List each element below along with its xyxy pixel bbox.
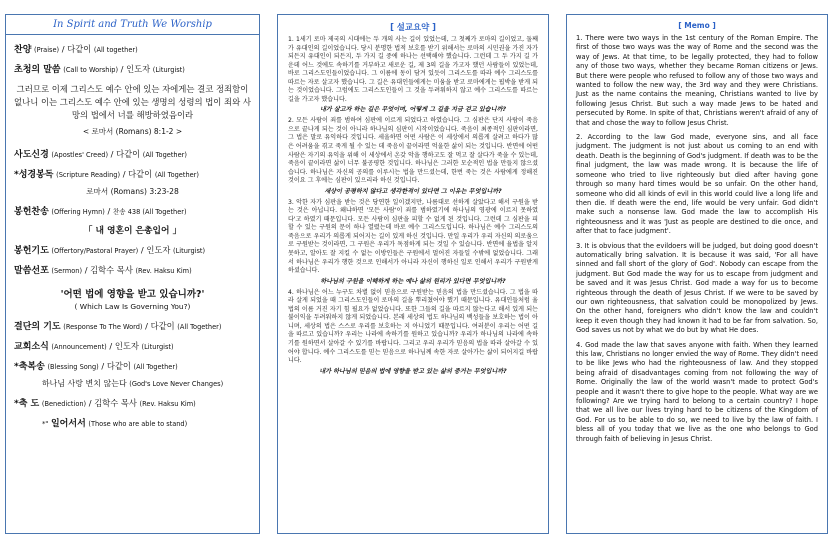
item-leader: 다같이	[150, 321, 175, 331]
blessing-song-title	[14, 378, 251, 389]
hymn-title: 「 내 영혼이 은총입어 」	[83, 226, 182, 236]
item-label: 봉헌찬송	[14, 207, 49, 217]
item-label-en: (Response To The Word)	[63, 323, 143, 331]
separator: /	[110, 149, 114, 159]
summary-paragraph-4: 4. 하나님은 어느 누구도 차별 없이 믿음으로 구원받는 믿음의 법을 만드셨습니다. 그 법을 따라 살게 되었을 때 그리스도인들이 로마의 길을 뿌리쳤어야 했기 때문입니다. 유대인들처럼 율법의 이름 거진 자기 힘 필요가 없었습니다. 또한 그들의 길을 따르지 않는다고 해서 있게 되는 불이익을 두려워하지 않게 되었습니다. 본래 세상의 법도 하나님의 백성들을 보호하는 법이 아니며, 세상의 법은 스스로 우리를 보호하는 지 아니었기 때문입니다. 여러분이 우리는 어떤 길을 따르고 있습니까? 우리는 나라에 속하기를 원하고 있습니까? 우리가 하나님의 나라에 속하기를 원하면서 살아갈 수 있기를 바랍니다. 그리고 우리 우리가 믿음의 법을 따라 살아갈 수 있어야 합니다. 예수 그리스도를 믿는 믿음으로 하나님께 속한 자로 살아가는 삶이 되어지길 바랍니다.	[288, 288, 538, 365]
memo-panel	[566, 14, 828, 534]
item-leader-en: (All Together)	[142, 151, 187, 159]
item-label-en: (Praise)	[34, 46, 60, 54]
item-label-en: (Apostles' Creed)	[51, 151, 109, 159]
item-leader: 다같이	[67, 44, 92, 54]
blessing-song-title-ko: 하나님 사랑 변치 않는다	[41, 379, 127, 388]
memo-paragraph-4: 4. God made the law that saves anyone with faith. When they learned this law, Christians no longer envied the way of Rome. They didn't need to be like Jews who had the righteousness of law. And they stopped being afraid of disadvantages coming from not following the way of Rome. Originally the law of the world wasn't made to protect God's people and it wasn't there to give hope to the people. What way are we following? Are we trying hard to belong to a certain country? I hope that we all live our lives trying hard to be citizens of the Kingdom of God. For us to be able to do so, we need to live by the law of faith. I bless all of you today that we live as the one who belongs to God through faith of believing in Jesus Christ.	[576, 340, 818, 443]
separator: /	[61, 44, 65, 54]
scripture-reading-ref: 로마서 (Romans) 3:23-28	[86, 187, 179, 196]
item-leader-en: (All together)	[93, 46, 138, 54]
separator: /	[107, 206, 111, 216]
summary-paragraph-2: 2. 모든 사람이 죄를 범하여 심판에 이르게 되었다고 하였습니다. 그 심판은 단지 사람이 죽음으로 끝나게 되는 것이 아니라 하나님의 심판이 시작이었습니다. 죽음이 최종적인 심판이라면, 그 법은 말로 유익하다 것입니다. 세울하면 어떤 사람은 이 세상에서 의롭게 살려고 하다가 많은 어려움을 겪고 죽게 될 수 있는 데 죽음이 끝이라면 억울한 삶이 되는 것입니다. 반면에 어떤 사람은 자기의 유익을 위해 이 세상에서 온갖 악을 행하고도 잘 먹고 잘 살다가 죽을 수 있는데, 죽음이 끝이라면 삶이 너무 불공평한 것입니다. 하나님은 그러한 모순적인 법을 만들지 않으셨습니다. 하나님은 자신의 공의를 이루시는 법을 만드셨는데, 한번 죽는 것은 사람에게 정해진 것이요 그 후에는 심판이 있으리라 하신 것입니다.	[288, 117, 538, 185]
item-label: *성경봉독	[14, 170, 54, 180]
separator: /	[101, 361, 105, 371]
item-leader: 다같이	[128, 169, 153, 179]
item-response	[14, 319, 251, 332]
stand-note	[42, 416, 251, 429]
separator: /	[109, 341, 113, 351]
item-label: *축복송	[14, 362, 45, 372]
call-scripture-text: 그러므로 이제 그리스도 예수 안에 있는 자에게는 결코 정죄함이 없나니 이는 그리스도 예수 안에 있는 생명의 성령의 법이 죄와 사망의 법에서 너를 해방하였음이라	[14, 84, 251, 120]
item-leader: 다같이	[106, 361, 131, 371]
memo-heading: [ Memo ]	[678, 21, 716, 30]
separator: /	[122, 169, 126, 179]
item-benediction	[14, 396, 251, 409]
item-label-en: (Sermon)	[51, 267, 83, 275]
summary-question-4: 내가 하나님의 믿음의 법에 영향을 받고 있는 삶의 증거는 무엇입니까?	[319, 367, 507, 375]
item-call-to-worship	[14, 62, 251, 75]
item-label: 찬양	[14, 45, 32, 55]
item-sermon	[14, 263, 251, 276]
item-leader-en: (All Together)	[154, 171, 199, 179]
item-blessing-song	[14, 359, 251, 372]
stand-label-en: (Those who are able to stand)	[88, 420, 188, 428]
item-leader-en: (Liturgist)	[173, 247, 206, 255]
item-leader: 인도자	[126, 64, 151, 74]
sermon-title: '어떤 법에 영향을 받고 있습니까?'	[60, 289, 205, 300]
memo-paragraph-2: 2. According to the law God made, everyone sins, and all face judgment. The judgment is not just about us coming to an end with death. Death is the beginning of God's judgment. If death was to be the final judgment, the law was made wrong. It is because the life of someone who tried to live righteously but died after having gone through so many hard times would be so unfair. On the other hand, someone who did all kinds of evil in this world could live a long life and then die. If death were the end, life would be very unfair. God didn't make such a nonsense law. God made the law to accomplish His righteousness and it was 'Just as people are destined to die once, and after that to face judgment'.	[576, 133, 818, 236]
item-scripture-reading	[14, 167, 251, 180]
item-praise	[14, 42, 251, 55]
item-creed	[14, 147, 251, 160]
item-label: 봉헌기도	[14, 246, 49, 256]
item-label-en: (Blessing Song)	[47, 363, 99, 371]
item-leader: 찬송 438 (All Together)	[112, 208, 187, 216]
separator: /	[120, 64, 124, 74]
item-label: 교회소식	[14, 342, 49, 352]
summary-paragraph-1: 1. 1세기 로마 제국의 시대에는 두 개의 사는 길이 있었는데, 그 첫째가 로마의 길이었고, 둘째가 유대인의 길이었습니다. 당시 분명한 법적 보호를 받기 위해서는 로마의 시민권을 가진 자가 되든지 유대인이 되든지, 두 가지 길 중에 하나는 선택해야 했습니다. 그런데 그 두 가지 길 가운데 어느 것에도 속하기를 거부하고 새로운 길, 제 3의 길을 가고자 했던 사람들이 있었는데, 바로 그리스도인들이었습니다. 그 이름에 동이 담겨 있듯이 그리스도를 따라 예수 그리스도를 따르는 자로 살고자 했습니다. 그 길은 유대인들에게는 미움을 받고 로마에게는 핍박을 받게 되는 것이었습니다. 그럼에도 그리스도인들이 그 것을 두려워하지 않고 예수 그리스도를 따르는 길을 가고자 했습니다.	[288, 36, 538, 103]
summary-paragraph-3: 3. 악한 자가 심판을 받는 것은 당연한 일이겠지만, 나름대로 선하게 살았다고 해서 구원을 받는 것은 아닙니다. 왜냐하면 '모든 사람'이 죄를 범하였기에 하나님의 영광에 이르지 못하였다'고 하였기 때문입니다. 모든 사람이 심판을 피할 수 없게 된 것입니다. 그런데 그 심판을 피할 수 있는 구원의 문이 하나 열렸는데 바로 예수 그리스도입니다. 하나님은 예수 그리스도의 죽음으로 우리가 의롭게 되어지는 길이 있게 하신 것입니다. 만일 우리가 우리 자신의 의로움으로 구원받는 것이라면, 그 구원은 우리가 독점하게 되는 것일 수 있습니다. 반면에 율법을 알지 못하고, 알아도 잘 지킬 수 없는 이방인들은 구원에서 멀어진 자들일 수밖에 없었습니다. 그래서 하나님은 우리가 행한 것으로 인해서가 아니라 자신이 행하신 일로 인해서 우리가 구원받게 하셨습니다.	[288, 198, 538, 275]
item-leader-en: (All Together)	[177, 323, 222, 331]
item-leader: 다같이	[116, 149, 141, 159]
item-label-en: (Offertory/Pastoral Prayer)	[51, 247, 139, 255]
separator: /	[140, 245, 144, 255]
bulletin-title: In Spirit and Truth We Worship	[6, 19, 259, 35]
stand-mark: *"	[42, 420, 49, 428]
item-label: 사도신경	[14, 150, 49, 160]
blessing-song-title-en: (God's Love Never Changes)	[129, 380, 224, 388]
item-label-en: (Benediction)	[41, 400, 87, 408]
memo-paragraph-3: 3. It is obvious that the evildoers will be judged, but doing good doesn't automatically bring salvation. It is because it was said, 'For all have sinned and fall short of the glory of God'. Nobody can escape from the judgment. But God made the way for us to escape from judgment and be saved and it was Jesus Christ. God made a way for us to become righteous through the death of Jesus Christ. If we were to be saved by our own righteousness, that salvation could be monopolized by Jews. On the other hand, foreigners who didn't know the law and couldn't keep it even though they had known it had to be far from salvation. So, God saves us not by what we do but by what He does.	[576, 241, 818, 335]
separator: /	[84, 265, 88, 275]
item-label: *축 도	[14, 399, 40, 409]
item-offertory-prayer	[14, 243, 251, 256]
item-offering-hymn	[14, 204, 251, 217]
item-leader: 김학수 목사	[94, 398, 137, 408]
sermon-subtitle: ( Which Law Is Governing You?)	[74, 302, 191, 311]
item-leader-en: (Liturgist)	[152, 66, 185, 74]
summary-question-3: 하나님의 구원을 이해하게 하는 예나 삶의 원리가 있다면 무엇입니까?	[320, 277, 506, 285]
summary-question-1: 내가 살고자 하는 길은 무엇이며, 어떻게 그 길을 지금 걷고 있습니까?	[319, 106, 506, 114]
separator: /	[88, 398, 92, 408]
item-label-en: (Call to Worship)	[63, 66, 119, 74]
call-scripture-ref: < 로마서 (Romans) 8:1-2 >	[82, 127, 183, 136]
item-leader-en: (Rev. Haksu Kim)	[139, 400, 196, 408]
summary-question-2: 새상이 공평하지 않다고 생각한적이 있다면 그 이유는 무엇입니까?	[324, 187, 502, 195]
item-label-en: (Offering Hymn)	[51, 208, 105, 216]
item-leader-en: (Liturgist)	[141, 343, 174, 351]
summary-panel	[277, 14, 549, 534]
stand-label: 일어서서	[50, 419, 86, 429]
item-leader-en: (Rev. Haksu Kim)	[135, 267, 192, 275]
item-label: 초청의 말씀	[14, 65, 61, 75]
item-label-en: (Scripture Reading)	[56, 171, 121, 179]
item-label: 말씀선포	[14, 266, 49, 276]
item-leader: 인도자	[114, 341, 139, 351]
item-leader-en: (All Together)	[133, 363, 178, 371]
separator: /	[145, 321, 148, 331]
summary-heading: [ 설교요약 ]	[390, 22, 436, 32]
item-leader: 김학수 목사	[90, 265, 133, 275]
item-label-en: (Announcement)	[51, 343, 107, 351]
item-label: 결단의 기도	[14, 322, 61, 332]
item-announcement	[14, 339, 251, 352]
item-leader: 인도자	[146, 245, 171, 255]
bulletin-panel	[5, 14, 260, 534]
memo-paragraph-1: 1. There were two ways in the 1st century of the Roman Empire. The first of those two ways was the way of Rome and the second was the way of Jews. At that time, to be legally protected, they had to follow any of those two ways, whether they became Roman citizens or Jews. But there were people who refused to follow any of those two ways and wanted to follow the new way, the 3rd way and they were Christians. Just as the name contains the meaning, Christians wanted to live by following Jesus Christ. But such a way made Jews to be hated and persecuted by Rome. In spite of that, Christians weren't afraid of any of that and chose the way to follow Jesus Christ.	[576, 34, 818, 127]
